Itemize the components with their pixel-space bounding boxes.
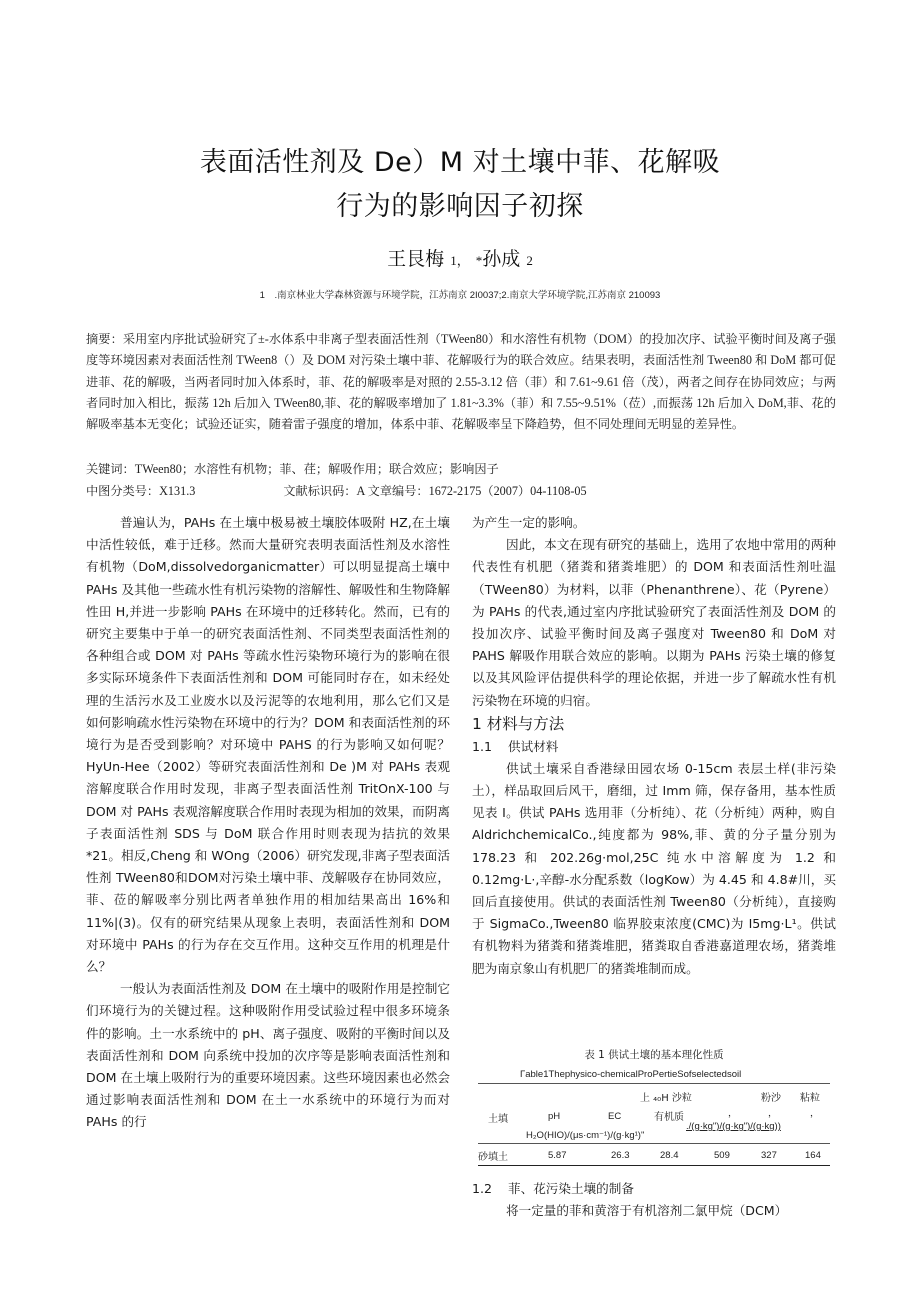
header-om-top: 上 ₄₀H 沙粒 xyxy=(640,1093,692,1104)
header-ph: pH xyxy=(548,1111,561,1122)
right-column-lower xyxy=(472,1178,836,1222)
paper-title-line-2: 行为的影响因子初探 xyxy=(336,191,584,222)
cell-soil: 砂填土 xyxy=(478,1152,508,1163)
intro-paragraph-2: 一般认为表面活性剂及 DOM 在土壤中的吸附作用是控制它们环境行为的关键过程。这种吸附作用受试验过程中很多环境条件的影响。土一水系统中的 pH、离子强度、吸附的平衡时间以及表面活性剂和 DOM 向系统中投加的次序等是影响表面活性剂和 DOM 在土壤上吸附行为的重要环境因素。这些环境因素也必然会通过影响表面活性剂和 DOM 在土一水系统中的环境行为而对 PAHs 的行 xyxy=(86,981,450,1130)
header-clay: 粘粒 xyxy=(800,1093,820,1104)
intro-paragraph-1: 普遍认为，PAHs 在土壤中极易被土壤胶体吸附 HZ,在土壤中活性较低，难于迁移。然而大量研究表明表面活性剂及水溶性有机物（DoM,dissolvedorganicmatter）可以明显提高土壤中 PAHs 及其他一些疏水性有机污染物的溶解性、解吸性和生物降解性田 H,并进一步影响 PAHs 在环境中的迁移转化。然而，已有的研究主要集中于单一的研究表面活性剂、不同类型表面活性剂的各种组合或 DOM 对 PAHs 等疏水性污染物环境行为的影响在很多实际环境条件下表面活性剂和 DOM 可能同时存在，如未经处理的生活污水及工业废水以及污泥等的农地利用，那么它们又是如何影响疏水性污染物在环境中的行为？DOM 和表面活性剂的环境行为是否受到影响？对环境中 PAHS 的行为影响又如何呢？HyUn-Hee（2002）等研究表面活性剂和 De )M 对 PAHs 表观溶解度联合作用时发现，非离子型表面活性剂 TritOnX-100 与 DOM 对 PAHs 表观溶解度联合作用时表现为相加的效果，而阴离子表面活性剂 SDS 与 DoM 联合作用时则表现为拮抗的效果*21。相反,Cheng 和 WOng（2006）研究发现,非离子型表面活性剂 TWeen80和DOM对污染土壤中菲、茂解吸存在协同效应，菲、莅的解吸率分别比两者单独作用的相加结果高出 16%和 11%|(3)。仅有的研究结果从现象上表明，表面活性剂和 DOM 对环境中 PAHs 的行为存在交互作用。这种交互作用的机理是什么？ xyxy=(86,515,450,975)
cell-ec: 26.3 xyxy=(611,1150,630,1161)
abstract xyxy=(86,329,836,435)
subsection-heading-1-2 xyxy=(472,1178,836,1200)
subsection-title: 菲、花污染土壤的制备 xyxy=(508,1181,634,1196)
right-column xyxy=(472,512,836,980)
author-1: 王艮梅 xyxy=(387,248,445,270)
table-caption-en: Γable1Thephysico-chemicalProPertieSofselectedsoil xyxy=(520,1069,742,1080)
intro-paragraph-2-continued: 为产生一定的影响。 xyxy=(472,515,586,530)
header-organic-matter: 有机质 xyxy=(654,1112,684,1123)
header-comma-3: ， xyxy=(810,1108,820,1119)
header-units-right: ./(g·kg")/(g·kg")/(g·kg)) xyxy=(686,1121,781,1132)
keywords: 关键词：TWeen80；水溶性有机物；菲、荏；解吸作用；联合效应；影响因子 xyxy=(86,462,499,476)
left-column xyxy=(86,512,450,1134)
authors xyxy=(0,244,920,271)
subsection-number: 1.1 xyxy=(472,738,493,754)
intro-paragraph-3: 因此，本文在现有研究的基础上，选用了农地中常用的两种代表性有机肥（猪粪和猪粪堆肥）的 DOM 和表面活性剂吐温（TWeen80）为材料，以菲（Phenanthrene）、花（Pyrene）为 PAHs 的代表,通过室内序批试验研究了表面活性剂及 DOM 的投加次序、试验平衡时间及离子强度对 Tween80 和 DoM 对 PAHS 解吸作用联合效应的影响。以期为 PAHs 污染土壤的修复以及其风险评估提供科学的理论依据，并进一步了解疏水性有机污染物在环境的归宿。 xyxy=(472,537,836,708)
subsection-number: 1.2 xyxy=(472,1181,493,1196)
author-2: 孙成 xyxy=(482,248,521,270)
table-top-rule xyxy=(478,1083,830,1084)
soil-properties-table xyxy=(478,1083,830,1165)
cell-silt: 327 xyxy=(761,1150,777,1161)
subsection-title: 供试材料 xyxy=(508,738,559,754)
cell-sand: 509 xyxy=(714,1150,730,1161)
header-silt: 粉沙 xyxy=(761,1093,781,1104)
clc-number: 中图分类号：X131.3 xyxy=(86,484,196,498)
paper-title-line-1: 表面活性剂及 De）M 对土壤中菲、花解吸 xyxy=(199,147,721,178)
header-soil: 土填 xyxy=(488,1114,508,1125)
author-2-affil-mark: 2 xyxy=(526,253,533,268)
classification-line xyxy=(86,482,587,499)
corresponding-mark: * xyxy=(475,253,483,268)
materials-paragraph: 供试土壤采自香港绿田园农场 0-15cm 表层土样(非污染土），样品取回后风干，磨细，过 Imm 筛，保存备用，基本性质见表 I。供试 PAHs 选用菲（分析纯）、花（分析纯）两种，购自 AldrichchemicalCo.,纯度都为 98%,菲、黄的分子量分别为 178.23 和 202.26g·mol,25C 纯水中溶解度为 1.2 和 0.12mg·L·,辛醇-水分配系数（logKow）为 4.45 和 4.8#川，买回后直接使用。供试的表面活性剂 Tween80（分析纯），直接购于 SigmaCo.,Tween80 临界胶束浓度(CMC)为 I5mg·L¹。供试有机物料为猪粪和猪粪堆肥，猪粪取自香港嘉道理农场，猪粪堆肥为南京象山有机肥厂的猪粪堆制而成。 xyxy=(472,760,836,976)
table-caption-cn: 表 1 供试土壤的基本理化性质 xyxy=(584,1049,724,1061)
cell-clay: 164 xyxy=(805,1150,821,1161)
header-comma-2: ， xyxy=(768,1108,778,1119)
author-1-affil-mark: 1， xyxy=(450,253,470,268)
abstract-text: 摘要：采用室内序批试验研究了±-水体系中非离子型表面活性剂（TWeen80）和水溶性有机物（DOM）的投加次序、试验平衡时间及离子强度等环境因素对表面活性剂 TWeen8（）及 DOM 对污染土壤中菲、花解吸行为的联合效应。结果表明，表面活性剂 Tween80 和 DoM 都可促进菲、花的解吸，当两者同时加入体系时，菲、花的解吸率是对照的 2.55-3.12 倍（菲）和 7.61~9.61 倍（茂），两者之间存在协同效应；与两者同时加入相比，振荡 12h 后加入 TWeen80,菲、花的解吸率增加了 1.81~3.3%（菲）和 7.55~9.51%（莅）,而振荡 12h 后加入 DoM,菲、花的解吸率基本无变化；试验还证实，随着雷子强度的增加，体系中菲、花解吸率呈下降趋势，但不同处理间无明显的差异性。 xyxy=(86,332,836,432)
table-header-rule xyxy=(478,1143,830,1144)
section-heading-materials-methods: 1 材料与方法 xyxy=(472,714,565,733)
affiliations: 1 .南京林业大学森林资源与环境学院，江苏南京 2I0037;2.南京大学环境学院,江苏南京 210093 xyxy=(259,290,661,301)
header-ec: EC xyxy=(608,1111,622,1122)
header-comma-1: ， xyxy=(728,1108,738,1119)
document-code: 文献标识码：A 文章编号：1672-2175（2007）04-1108-05 xyxy=(283,484,587,498)
subsection-heading-1-1 xyxy=(472,736,836,758)
cell-organic-matter: 28.4 xyxy=(660,1150,679,1161)
cell-ph: 5.87 xyxy=(548,1150,567,1161)
table-bottom-rule xyxy=(478,1165,830,1166)
preparation-paragraph: 将一定量的菲和黄溶于有机溶剂二氯甲烷（DCM） xyxy=(506,1203,788,1219)
header-units-left: H₂O(HIO)/(μs·cm⁻¹)/(g·kg¹)" xyxy=(526,1130,645,1141)
